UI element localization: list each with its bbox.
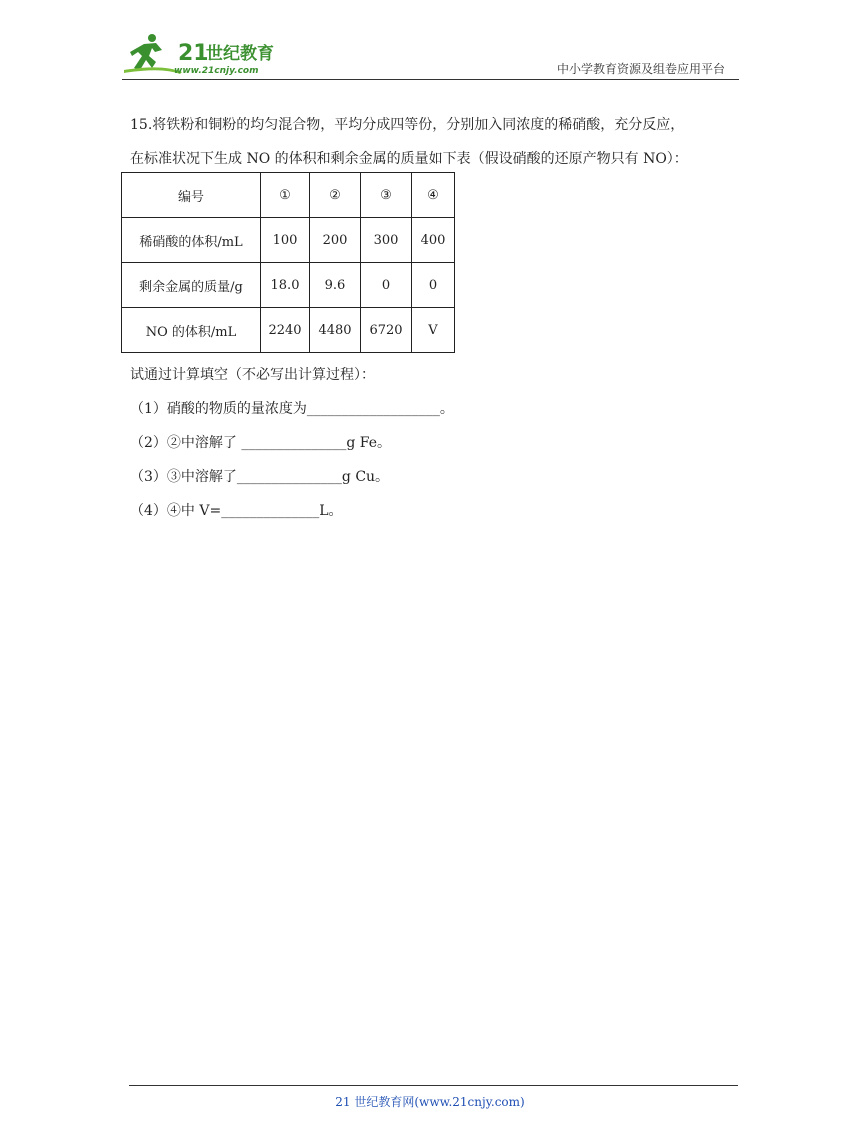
table-cell: 18.0: [261, 263, 310, 308]
sub-question-1: （1）硝酸的物质的量浓度为___________________。: [130, 401, 454, 417]
table-cell: ③: [361, 173, 412, 218]
table-cell: ②: [310, 173, 361, 218]
table-row: [122, 173, 455, 218]
table-cell: ①: [261, 173, 310, 218]
table-cell: ④: [412, 173, 455, 218]
footer-divider: [129, 1085, 738, 1086]
table-cell: 300: [361, 218, 412, 263]
svg-text:世纪教育: 世纪教育: [206, 44, 274, 64]
table-row: [122, 218, 455, 263]
table-cell: 200: [310, 218, 361, 263]
instruction-text: 试通过计算填空（不必写出计算过程）：: [130, 367, 375, 383]
platform-slogan: 中小学教育资源及组卷应用平台: [556, 62, 725, 76]
table-cell: NO 的体积/mL: [122, 308, 261, 353]
header-divider: [122, 79, 739, 80]
table-cell: 编号: [122, 173, 261, 218]
question-intro-line2: 在标准状况下生成 NO 的体积和剩余金属的质量如下表（假设硝酸的还原产物只有 NO）：: [130, 151, 688, 167]
svg-text:21: 21: [178, 41, 209, 66]
table-cell: 6720: [361, 308, 412, 353]
table-row: [122, 263, 455, 308]
table-cell: 400: [412, 218, 455, 263]
page-header: [122, 30, 739, 80]
logo-21cnjy: [122, 30, 292, 76]
question-text: [130, 108, 740, 176]
svg-text:www.21cnjy.com: www.21cnjy.com: [174, 66, 259, 76]
table-cell: 稀硝酸的体积/mL: [122, 218, 261, 263]
data-table: [121, 172, 455, 353]
question-intro-line1: 15.将铁粉和铜粉的均匀混合物，平均分成四等份，分别加入同浓度的稀硝酸，充分反应，: [130, 117, 685, 133]
table-cell: 0: [361, 263, 412, 308]
table-cell: 2240: [261, 308, 310, 353]
sub-question-2: （2）②中溶解了 _______________g Fe。: [130, 435, 392, 451]
sub-questions: [130, 358, 730, 528]
table-cell: 100: [261, 218, 310, 263]
table-cell: 4480: [310, 308, 361, 353]
table-cell: 9.6: [310, 263, 361, 308]
table-cell: V: [412, 308, 455, 353]
table-row: [122, 308, 455, 353]
table-cell: 0: [412, 263, 455, 308]
table-cell: 剩余金属的质量/g: [122, 263, 261, 308]
sub-question-3: （3）③中溶解了_______________g Cu。: [130, 469, 390, 485]
footer-site-link[interactable]: 21 世纪教育网(www.21cnjy.com): [335, 1095, 525, 1109]
sub-question-4: （4）④中 V=______________L。: [130, 503, 343, 519]
